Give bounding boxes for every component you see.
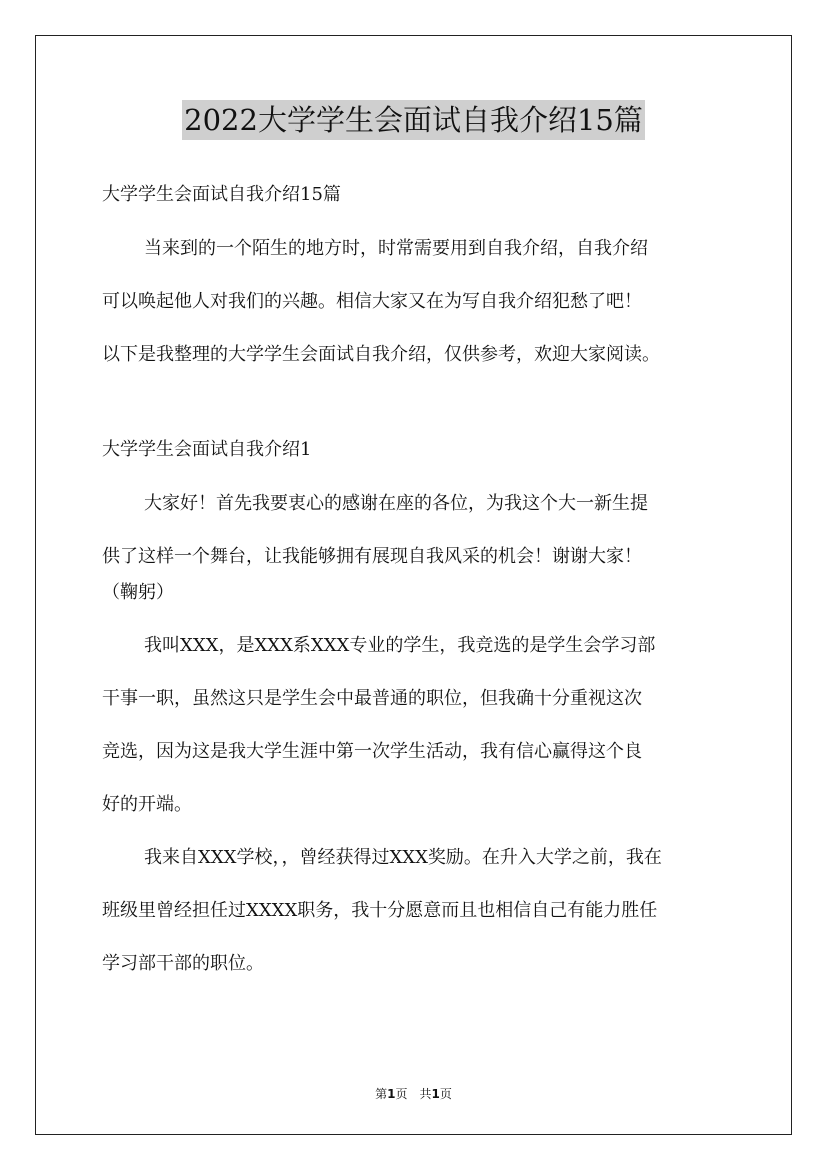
paragraph-greeting (102, 486, 742, 611)
paragraph-line: 供了这样一个舞台，让我能够拥有展现自我风采的机会！谢谢大家！ (102, 546, 642, 567)
footer-suffix: 页 (439, 1087, 452, 1101)
paragraph-line: 学习部干部的职位。 (102, 953, 264, 974)
paragraph-line: 大家好！首先我要衷心的感谢在座的各位，为我这个大一新生提 (144, 493, 648, 514)
paragraph-line: 我叫XXX，是XXX系XXX专业的学生，我竞选的是学生会学习部 (144, 635, 656, 656)
paragraph-line: （鞠躬） (102, 582, 174, 603)
intro-line: 当来到的一个陌生的地方时，时常需要用到自我介绍，自我介绍 (144, 238, 648, 259)
paragraph-line: 班级里曾经担任过XXXX职务，我十分愿意而且也相信自己有能力胜任 (102, 900, 658, 921)
paragraph-background (102, 840, 742, 982)
page-footer (0, 1085, 827, 1102)
paragraph-line: 干事一职，虽然这只是学生会中最普通的职位，但我确十分重视这次 (102, 688, 642, 709)
document-subtitle: 大学学生会面试自我介绍15篇 (102, 184, 341, 205)
paragraph-line: 好的开端。 (102, 794, 192, 815)
intro-line: 可以唤起他人对我们的兴趣。相信大家又在为写自我介绍犯愁了吧！ (102, 291, 642, 312)
footer-total-pages: 1 (431, 1087, 440, 1101)
intro-paragraph (102, 231, 742, 373)
section-heading: 大学学生会面试自我介绍1 (102, 439, 312, 460)
paragraph-line: 我来自XXX学校，，曾经获得过XXX奖励。在升入大学之前，我在 (144, 847, 662, 868)
intro-line: 以下是我整理的大学学生会面试自我介绍，仅供参考，欢迎大家阅读。 (102, 344, 660, 365)
paragraph-self-intro (102, 628, 742, 823)
footer-mid: 页 共 (395, 1087, 432, 1101)
footer-prefix: 第 (375, 1087, 388, 1101)
title-container (0, 100, 827, 140)
document-body (102, 176, 742, 982)
paragraph-line: 竞选，因为这是我大学生涯中第一次学生活动，我有信心赢得这个良 (102, 741, 642, 762)
document-title: 2022大学学生会面试自我介绍15篇 (182, 100, 645, 140)
footer-current-page: 1 (387, 1087, 396, 1101)
